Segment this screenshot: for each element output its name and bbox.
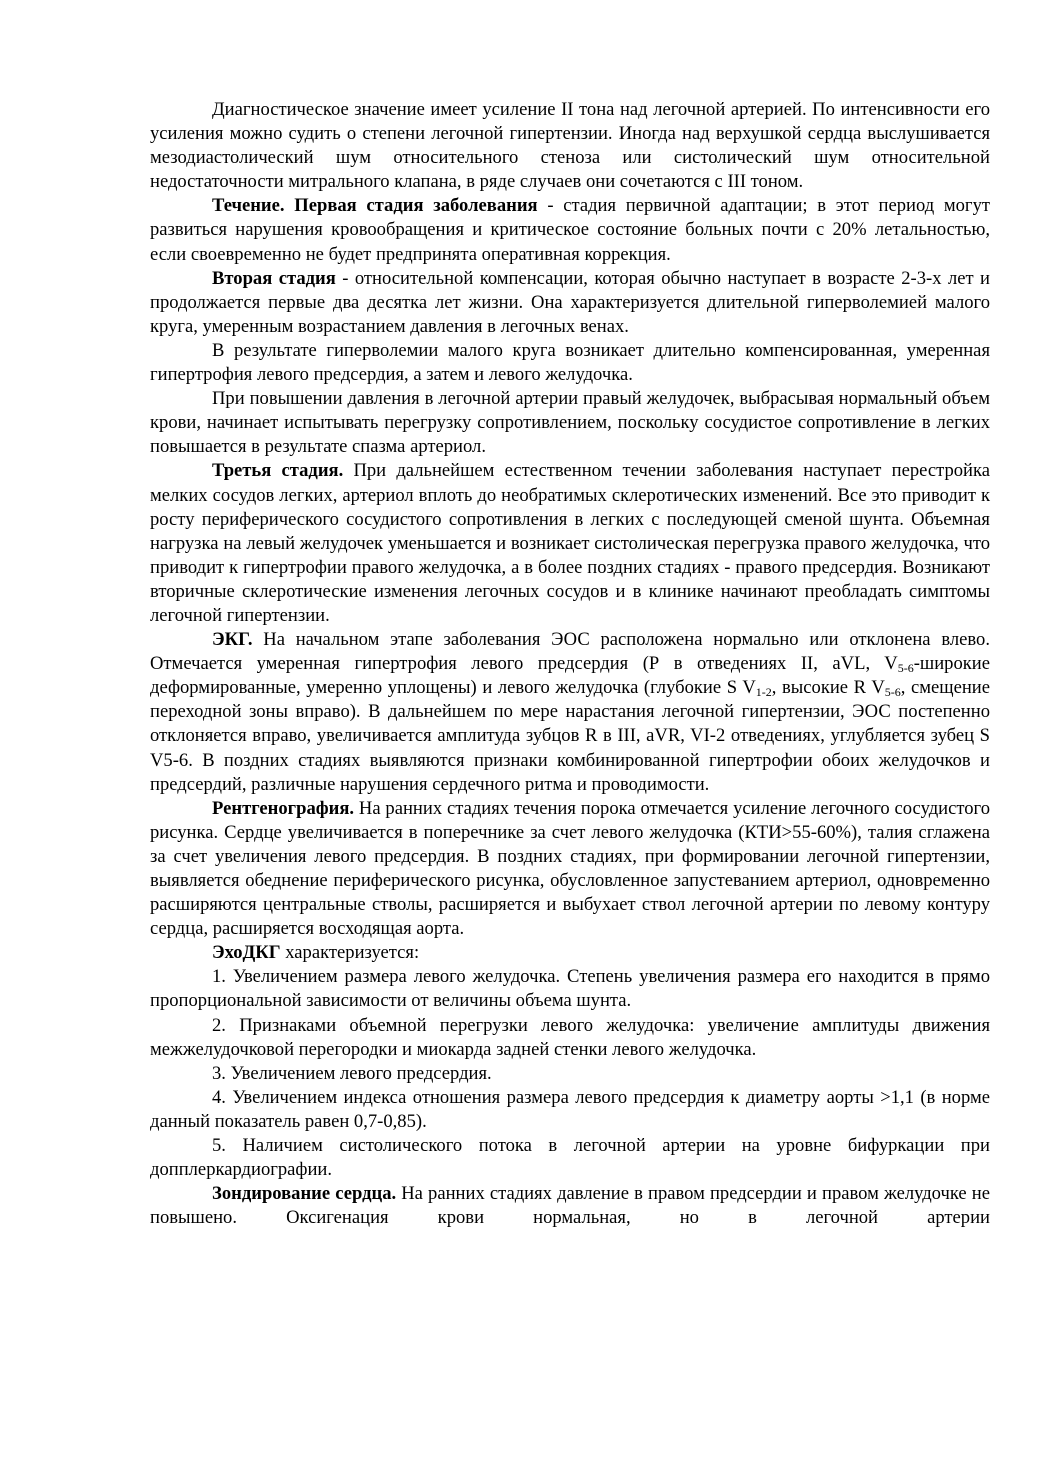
paragraph-second-stage: Вторая стадия - относительной компенсации, которая обычно наступает в возрасте 2-3-х лет и продолжается первые два десятка лет жизни. Она характеризуется длительной гиперволемией малого круга, умеренным возрастанием давления в легочных венах. [150, 267, 990, 337]
heading-catheterization: Зондирование сердца. [212, 1183, 397, 1205]
paragraph-echo-intro: ЭхоДКГ характеризуется: [212, 942, 420, 964]
heading-echo: ЭхоДКГ [212, 942, 281, 964]
paragraph-catheterization: Зондирование сердца. На ранних стадиях давление в правом предсердии и правом желудочке не повышено. Оксигенация крови нормальная, но в легочной артерии [150, 1183, 990, 1229]
heading-third-stage: Третья стадия. [212, 460, 344, 482]
list-item-echo-3: 3. Увеличением левого предсердия. [212, 1062, 492, 1084]
list-item-echo-2: 2. Признаками объемной перегрузки левого желудочка: увеличение амплитуды движения межжелудочковой перегородки и миокарда задней стенки левого желудочка. [150, 1014, 990, 1060]
paragraph-third-stage: Третья стадия. При дальнейшем естественном течении заболевания наступает перестройка мелких сосудов легких, артериол вплоть до необратимых склеротических изменений. Все это приводит к росту периферического сосудистого сопротивления в легких с последующей сменой шунта. Объемная нагрузка на левый желудочек уменьшается и возникает систолическая перегрузка правого желудочка, что приводит к гипертрофии правого желудочка, а в более поздних стадиях - правого предсердия. Возникают вторичные склеротические изменения легочных сосудов и в клинике начинают преобладать симптомы легочной гипертензии. [150, 460, 990, 626]
document-page [150, 98, 990, 1230]
heading-radiography: Рентгенография. [212, 797, 355, 819]
list-item-echo-5: 5. Наличием систолического потока в легочной артерии на уровне бифуркации при допплеркардиографии. [150, 1135, 990, 1181]
heading-second-stage: Вторая стадия [212, 267, 336, 289]
heading-ecg: ЭКГ. [212, 629, 253, 651]
paragraph-hypervolemia: В результате гиперволемии малого круга возникает длительно компенсированная, умеренная гипертрофия левого предсердия, а затем и левого желудочка. [150, 339, 990, 386]
paragraph-pressure-overload: При повышении давления в легочной артерии правый желудочек, выбрасывая нормальный объем крови, начинает испытывать перегрузку сопротивлением, поскольку сосудистое сопротивление в легких повышается в результате спазма артериол. [150, 388, 990, 458]
heading-course-first-stage: Течение. Первая стадия заболевания [212, 195, 538, 217]
paragraph-course-first-stage: Течение. Первая стадия заболевания - стадия первичной адаптации; в этот период могут развиться нарушения кровообращения и критическое состояние больных почти с 20% летальностью, если своевременно не будет предпринята оперативная коррекция. [150, 195, 990, 265]
list-item-echo-4: 4. Увеличением индекса отношения размера левого предсердия к диаметру аорты >1,1 (в норме данный показатель равен 0,7-0,85). [150, 1086, 990, 1132]
paragraph-ecg: ЭКГ. На начальном этапе заболевания ЭОС расположена нормально или отклонена влево. Отмечается умеренная гипертрофия левого предсердия (Р в отведениях II, aVL, $V_{5-6}$-широкие деформированные, умеренно уплощены) и левого желудочка (глубокие S $V_{1-2}$, высокие R $V_{5-6}$, смещение переходной зоны вправо). В дальнейшем по мере нарастания легочной гипертензии, ЭОС постепенно отклоняется вправо, увеличивается амплитуда зубцов R в III, aVR, VI-2 отведениях, углубляется зубец S V5-6. В поздних стадиях выявляются признаки комбинированной гипертрофии обоих желудочков и предсердий, различные нарушения сердечного ритма и проводимости. [150, 629, 990, 795]
list-item-echo-1: 1. Увеличением размера левого желудочка. Степень увеличения размера его находится в прямо пропорциональной зависимости от величины объема шунта. [150, 966, 990, 1012]
paragraph-auscultation: Диагностическое значение имеет усиление II тона над легочной артерией. По интенсивности его усиления можно судить о степени легочной гипертензии. Иногда над верхушкой сердца выслушивается мезодиастолический шум относительного стеноза или систолический шум относительной недостаточности митрального клапана, в ряде случаев они сочетаются с III тоном. [150, 99, 990, 193]
paragraph-radiography: Рентгенография. На ранних стадиях течения порока отмечается усиление легочного сосудистого рисунка. Сердце увеличивается в поперечнике за счет левого желудочка (КТИ>55-60%), талия сглажена за счет увеличения левого предсердия. В поздних стадиях, при формировании легочной гипертензии, выявляется обеднение периферического рисунка, обусловленное запустеванием артериол, одновременно расширяются центральные стволы, расширяется и выбухает ствол легочной артерии по левому контуру сердца, расширяется восходящая аорта. [150, 797, 990, 940]
